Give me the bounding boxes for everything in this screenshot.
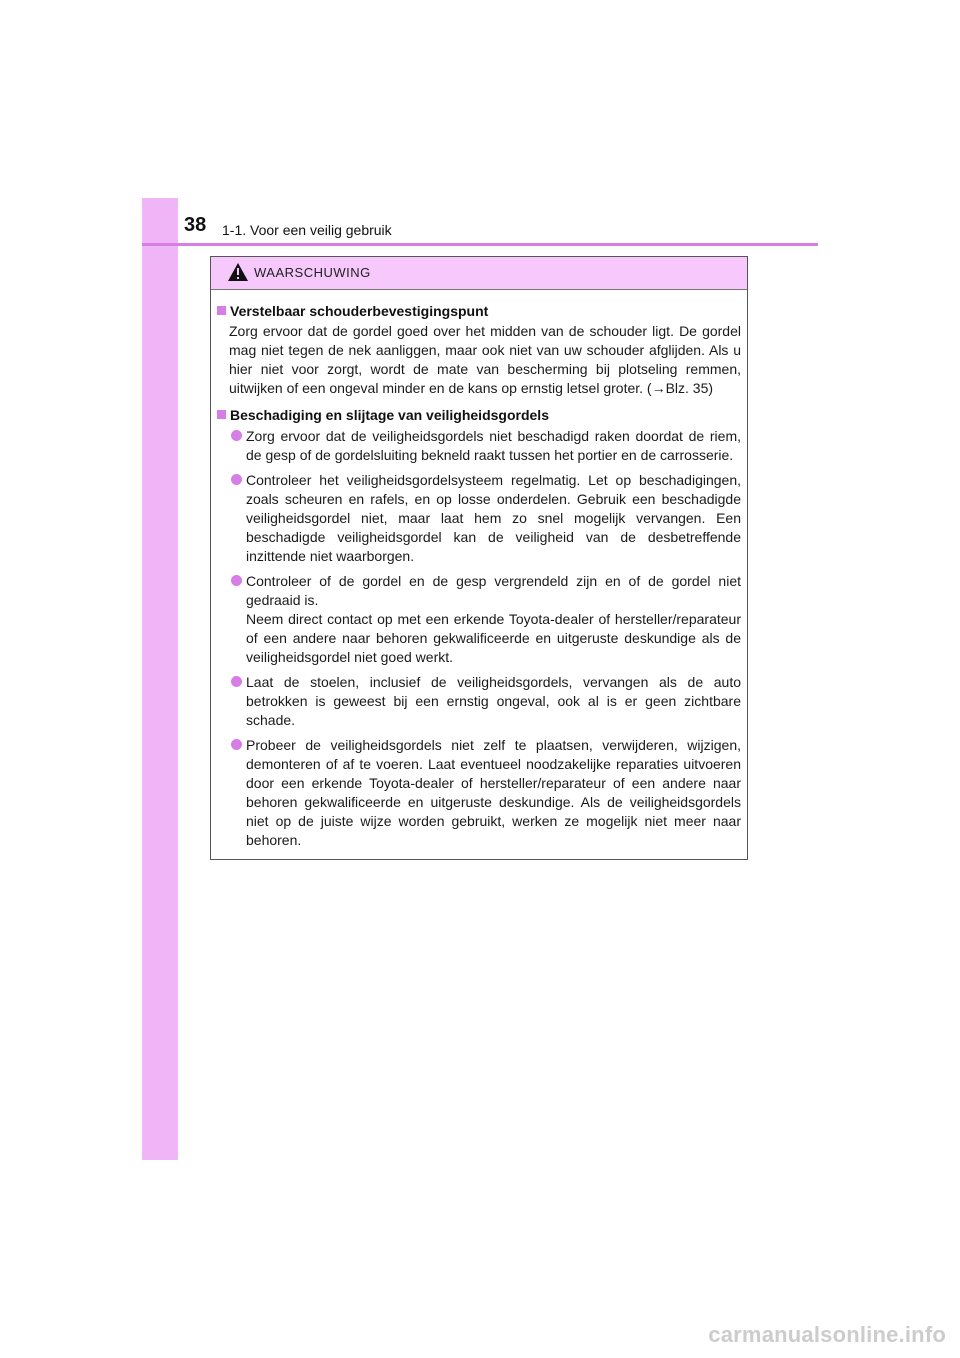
round-bullet-icon (231, 575, 242, 586)
section-text: Zorg ervoor dat de gordel goed over het midden van de schouder ligt. De gordel mag niet tegen de nek aanliggen, maar ook niet van uw schouder afglijden. Als u hier niet voor zorgt, wordt de mate van bescherming bij plotseling remmen, uitwijken of een ongeval minder en de kans op ernstig letsel groter. (→Blz. 35) (229, 323, 741, 396)
round-bullet-icon (231, 739, 242, 750)
list-item-text (246, 736, 741, 850)
section-heading-text: Beschadiging en slijtage van veiligheidsgordels (230, 407, 549, 423)
round-bullet-icon (231, 474, 242, 485)
list-item-line: Controleer het veiligheidsgordelsysteem regelmatig. Let op beschadigingen, zoals scheuren en rafels, en op losse onderdelen. Gebruik een beschadigde veiligheidsgordel niet, maar laat hem zo snel mogelijk vervangen. Een beschadigde veiligheidsgordel kan de veiligheid van de desbetreffende inzittende niet waarborgen. (246, 472, 741, 564)
list-item-text (246, 673, 741, 730)
warning-triangle-icon (227, 262, 249, 282)
section-heading-text: Verstelbaar schouderbevestigingspunt (230, 303, 489, 319)
side-tab (142, 198, 178, 1160)
list-item-text (246, 471, 741, 566)
list-item (217, 736, 741, 850)
list-item (217, 471, 741, 566)
list-item (217, 673, 741, 730)
page-number: 38 (184, 214, 207, 236)
square-bullet-icon (217, 410, 226, 419)
list-item (217, 427, 741, 465)
list-item-line: Probeer de veiligheidsgordels niet zelf te plaatsen, verwijderen, wijzigen, demonteren of af te voeren. Laat eventueel noodzakelijke reparaties uitvoeren door een erkende Toyota-dealer of hersteller/reparateur of een andere naar behoren gekwalificeerde en uitgeruste deskundige. Als de veiligheidsgordels niet op de juiste wijze worden gebruikt, werken ze mogelijk niet meer naar behoren. (246, 737, 741, 848)
list-item-text (246, 427, 741, 465)
warning-box (210, 256, 748, 860)
header-rule (142, 243, 818, 246)
warning-header (211, 257, 747, 290)
watermark: carmanualsonline.info (708, 1322, 946, 1347)
list-item-line: Laat de stoelen, inclusief de veiligheidsgordels, vervangen als de auto betrokken is geweest bij een ernstig ongeval, ook al is er geen zichtbare schade. (246, 674, 741, 728)
section-heading (217, 406, 741, 424)
list-item-line: Controleer of de gordel en de gesp vergrendeld zijn en of de gordel niet gedraaid is. (246, 573, 741, 608)
round-bullet-icon (231, 676, 242, 687)
list-item-line: Zorg ervoor dat de veiligheidsgordels niet beschadigd raken doordat de riem, de gesp of de gordelsluiting bekneld raakt tussen het portier en de carrosserie. (246, 428, 741, 463)
square-bullet-icon (217, 306, 226, 315)
warning-body (211, 290, 747, 850)
warning-section (217, 406, 741, 850)
round-bullet-icon (231, 430, 242, 441)
list-item-line: Neem direct contact op met een erkende Toyota-dealer of hersteller/reparateur of een andere naar behoren gekwalificeerde en uitgeruste deskundige als de veiligheidsgordel niet goed werkt. (246, 611, 741, 665)
list-item (217, 572, 741, 667)
list-item-text (246, 572, 741, 667)
warning-label: WAARSCHUWING (254, 265, 371, 280)
section-heading (217, 302, 741, 320)
section-title: 1-1. Voor een veilig gebruik (222, 222, 392, 238)
warning-section (217, 302, 741, 398)
bullet-list (217, 427, 741, 850)
